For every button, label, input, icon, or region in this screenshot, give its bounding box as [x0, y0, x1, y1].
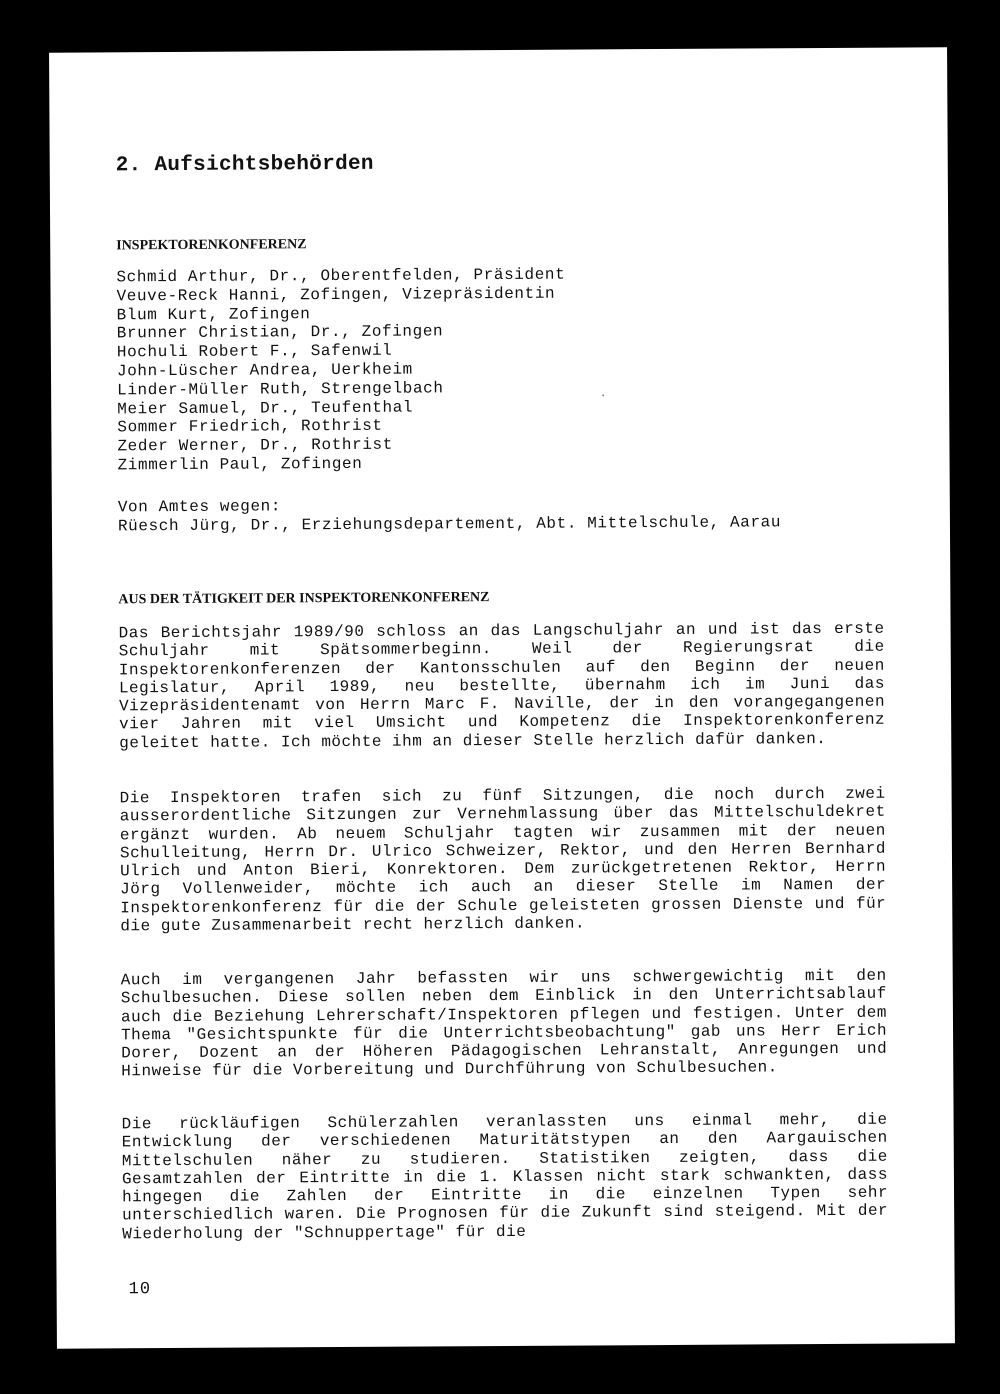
section-title: 2. Aufsichtsbehörden [115, 152, 374, 178]
list-item: Zeder Werner, Dr., Rothrist [117, 435, 393, 456]
activity-heading: AUS DER TÄTIGKEIT DER INSPEKTORENKONFERENZ [118, 590, 490, 608]
ex-officio-label: Von Amtes wegen: [117, 497, 282, 517]
list-item: Hochuli Robert F., Safenwil [116, 341, 393, 362]
document-page [49, 47, 955, 1348]
list-item: John-Lüscher Andrea, Uerkheim [116, 360, 413, 381]
list-item: Brunner Christian, Dr., Zofingen [116, 322, 444, 343]
page-number: 10 [128, 1280, 152, 1300]
scan-speck [602, 394, 604, 396]
list-item: Blum Kurt, Zofingen [116, 304, 311, 324]
list-item: Sommer Friedrich, Rothrist [117, 417, 383, 437]
member-list [116, 266, 566, 476]
list-item: Schmid Arthur, Dr., Oberentfelden, Präsident [116, 265, 566, 287]
paragraph-3: Auch im vergangenen Jahr befassten wir uns schwergewichtig mit den Schulbesuchen. Diese sollen neben dem Einblick in den Unterrichtsablauf auch die Beziehung Lehrerschaft/Inspektoren pflegen und festigen. Unter dem Thema "Gesichtspunkte für die Unterrichtsbeobachtung" gab uns Herr Erich Dorer, Dozent an der Höheren Pädagogischen Lehranstalt, Anregungen und Hinweise für die Vorbereitung und Durchführung von Schulbesuchen. [120, 966, 888, 1081]
paragraph-1: Das Berichtsjahr 1989/90 schloss an das Langschuljahr an und ist das erste Schuljahr mit Spätsommerbeginn. Weil der Regierungsrat die Inspektorenkonferenzen der Kantonsschulen auf den Beginn der neuen Legislatur, April 1989, neu bestellte, übernahm ich im Juni das Vizepräsidentenamt von Herrn Marc F. Naville, der in den vorangegangenen vier Jahren mit viel Umsicht und Kompetenz die Inspektorenkonferenz geleitet hatte. Ich möchte ihm an dieser Stelle herzlich dafür danken. [118, 619, 886, 753]
ex-officio-member: Rüesch Jürg, Dr., Erziehungsdepartement, Abt. Mittelschule, Aarau [117, 513, 782, 536]
list-item: Zimmerlin Paul, Zofingen [117, 454, 363, 475]
list-item: Meier Samuel, Dr., Teufenthal [117, 398, 414, 418]
list-item: Linder-Müller Ruth, Strengelbach [117, 379, 444, 400]
list-item: Veuve-Reck Hanni, Zofingen, Vizepräsidentin [116, 284, 556, 306]
ex-officio-block [118, 494, 781, 536]
conference-heading: INSPEKTORENKONFERENZ [116, 237, 307, 254]
paragraph-4: Die rückläufigen Schülerzahlen veranlassten uns einmal mehr, die Entwicklung der verschiedenen Maturitätstypen an den Aargauischen Mittelschulen näher zu studieren. Statistiken zeigten, dass die Gesamtzahlen der Eintritte in die 1. Klassen nicht stark schwankten, dass hingegen die Zahlen der Eintritte in die einzelnen Typen sehr unterschiedlich waren. Die Prognosen für die Zukunft sind steigend. Mit der Wiederholung der "Schnuppertage" für die [121, 1110, 889, 1244]
paragraph-2: Die Inspektoren trafen sich zu fünf Sitzungen, die noch durch zwei ausserordentliche Sitzungen zur Vernehmlassung über das Mittelschuldekret ergänzt wurden. Ab neuem Schuljahr tagten wir zusammen mit der neuen Schulleitung, Herrn Dr. Ulrico Schweizer, Rektor, und den Herren Bernhard Ulrich und Anton Bieri, Konrektoren. Dem zurückgetretenen Rektor, Herrn Jörg Vollenweider, möchte ich auch an dieser Stelle im Namen der Inspektorenkonferenz für die der Schule geleisteten grossen Dienste und für die gute Zusammenarbeit recht herzlich danken. [119, 784, 887, 936]
